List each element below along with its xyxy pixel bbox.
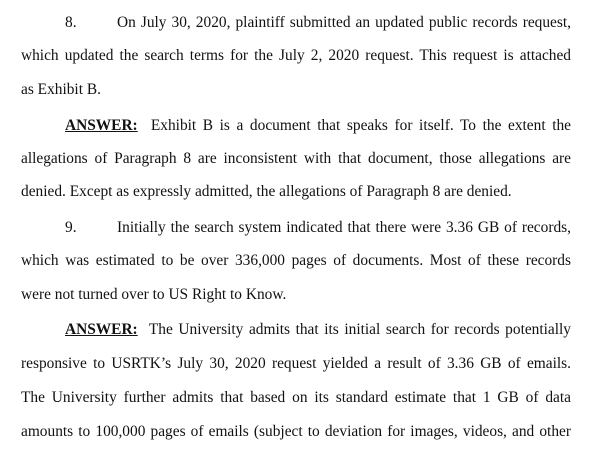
paragraph-8-line-1 — [65, 13, 571, 33]
answer-9-line-4: amounts to 100,000 pages of emails (subject to deviation for images, videos, and other — [21, 423, 571, 440]
paragraph-8-number: 8. — [65, 14, 77, 31]
answer-8-text: Exhibit B is a document that speaks for itself. To the extent the — [150, 117, 571, 134]
answer-8-line-3: denied. Except as expressly admitted, the allegations of Paragraph 8 are denied. — [21, 183, 512, 200]
answer-8-line-1 — [65, 116, 571, 136]
paragraph-9-number: 9. — [65, 219, 77, 236]
paragraph-9-line-1 — [65, 218, 571, 238]
paragraph-8-line-3: as Exhibit B. — [21, 81, 101, 98]
paragraph-9-line-2: which was estimated to be over 336,000 pages of documents. Most of these records — [21, 252, 571, 269]
answer-9-text: The University admits that its initial search for records potentially — [148, 321, 571, 338]
paragraph-9-text: Initially the search system indicated that there were 3.36 GB of records, — [117, 219, 571, 236]
answer-9-line-3: The University further admits that based on its standard estimate that 1 GB of data — [21, 389, 571, 406]
answer-9-label: ANSWER: — [65, 321, 138, 338]
answer-9-line-1 — [65, 320, 571, 340]
paragraph-8-line-2: which updated the search terms for the July 2, 2020 request. This request is attached — [21, 47, 571, 64]
answer-8-line-2: allegations of Paragraph 8 are inconsistent with that document, those allegations are — [21, 150, 571, 167]
answer-9-line-2: responsive to USRTK’s July 30, 2020 request yielded a result of 3.36 GB of emails. — [21, 355, 571, 372]
paragraph-8-text: On July 30, 2020, plaintiff submitted an updated public records request, — [117, 14, 571, 31]
answer-8-label: ANSWER: — [65, 117, 138, 134]
paragraph-9-line-3: were not turned over to US Right to Know. — [21, 286, 287, 303]
